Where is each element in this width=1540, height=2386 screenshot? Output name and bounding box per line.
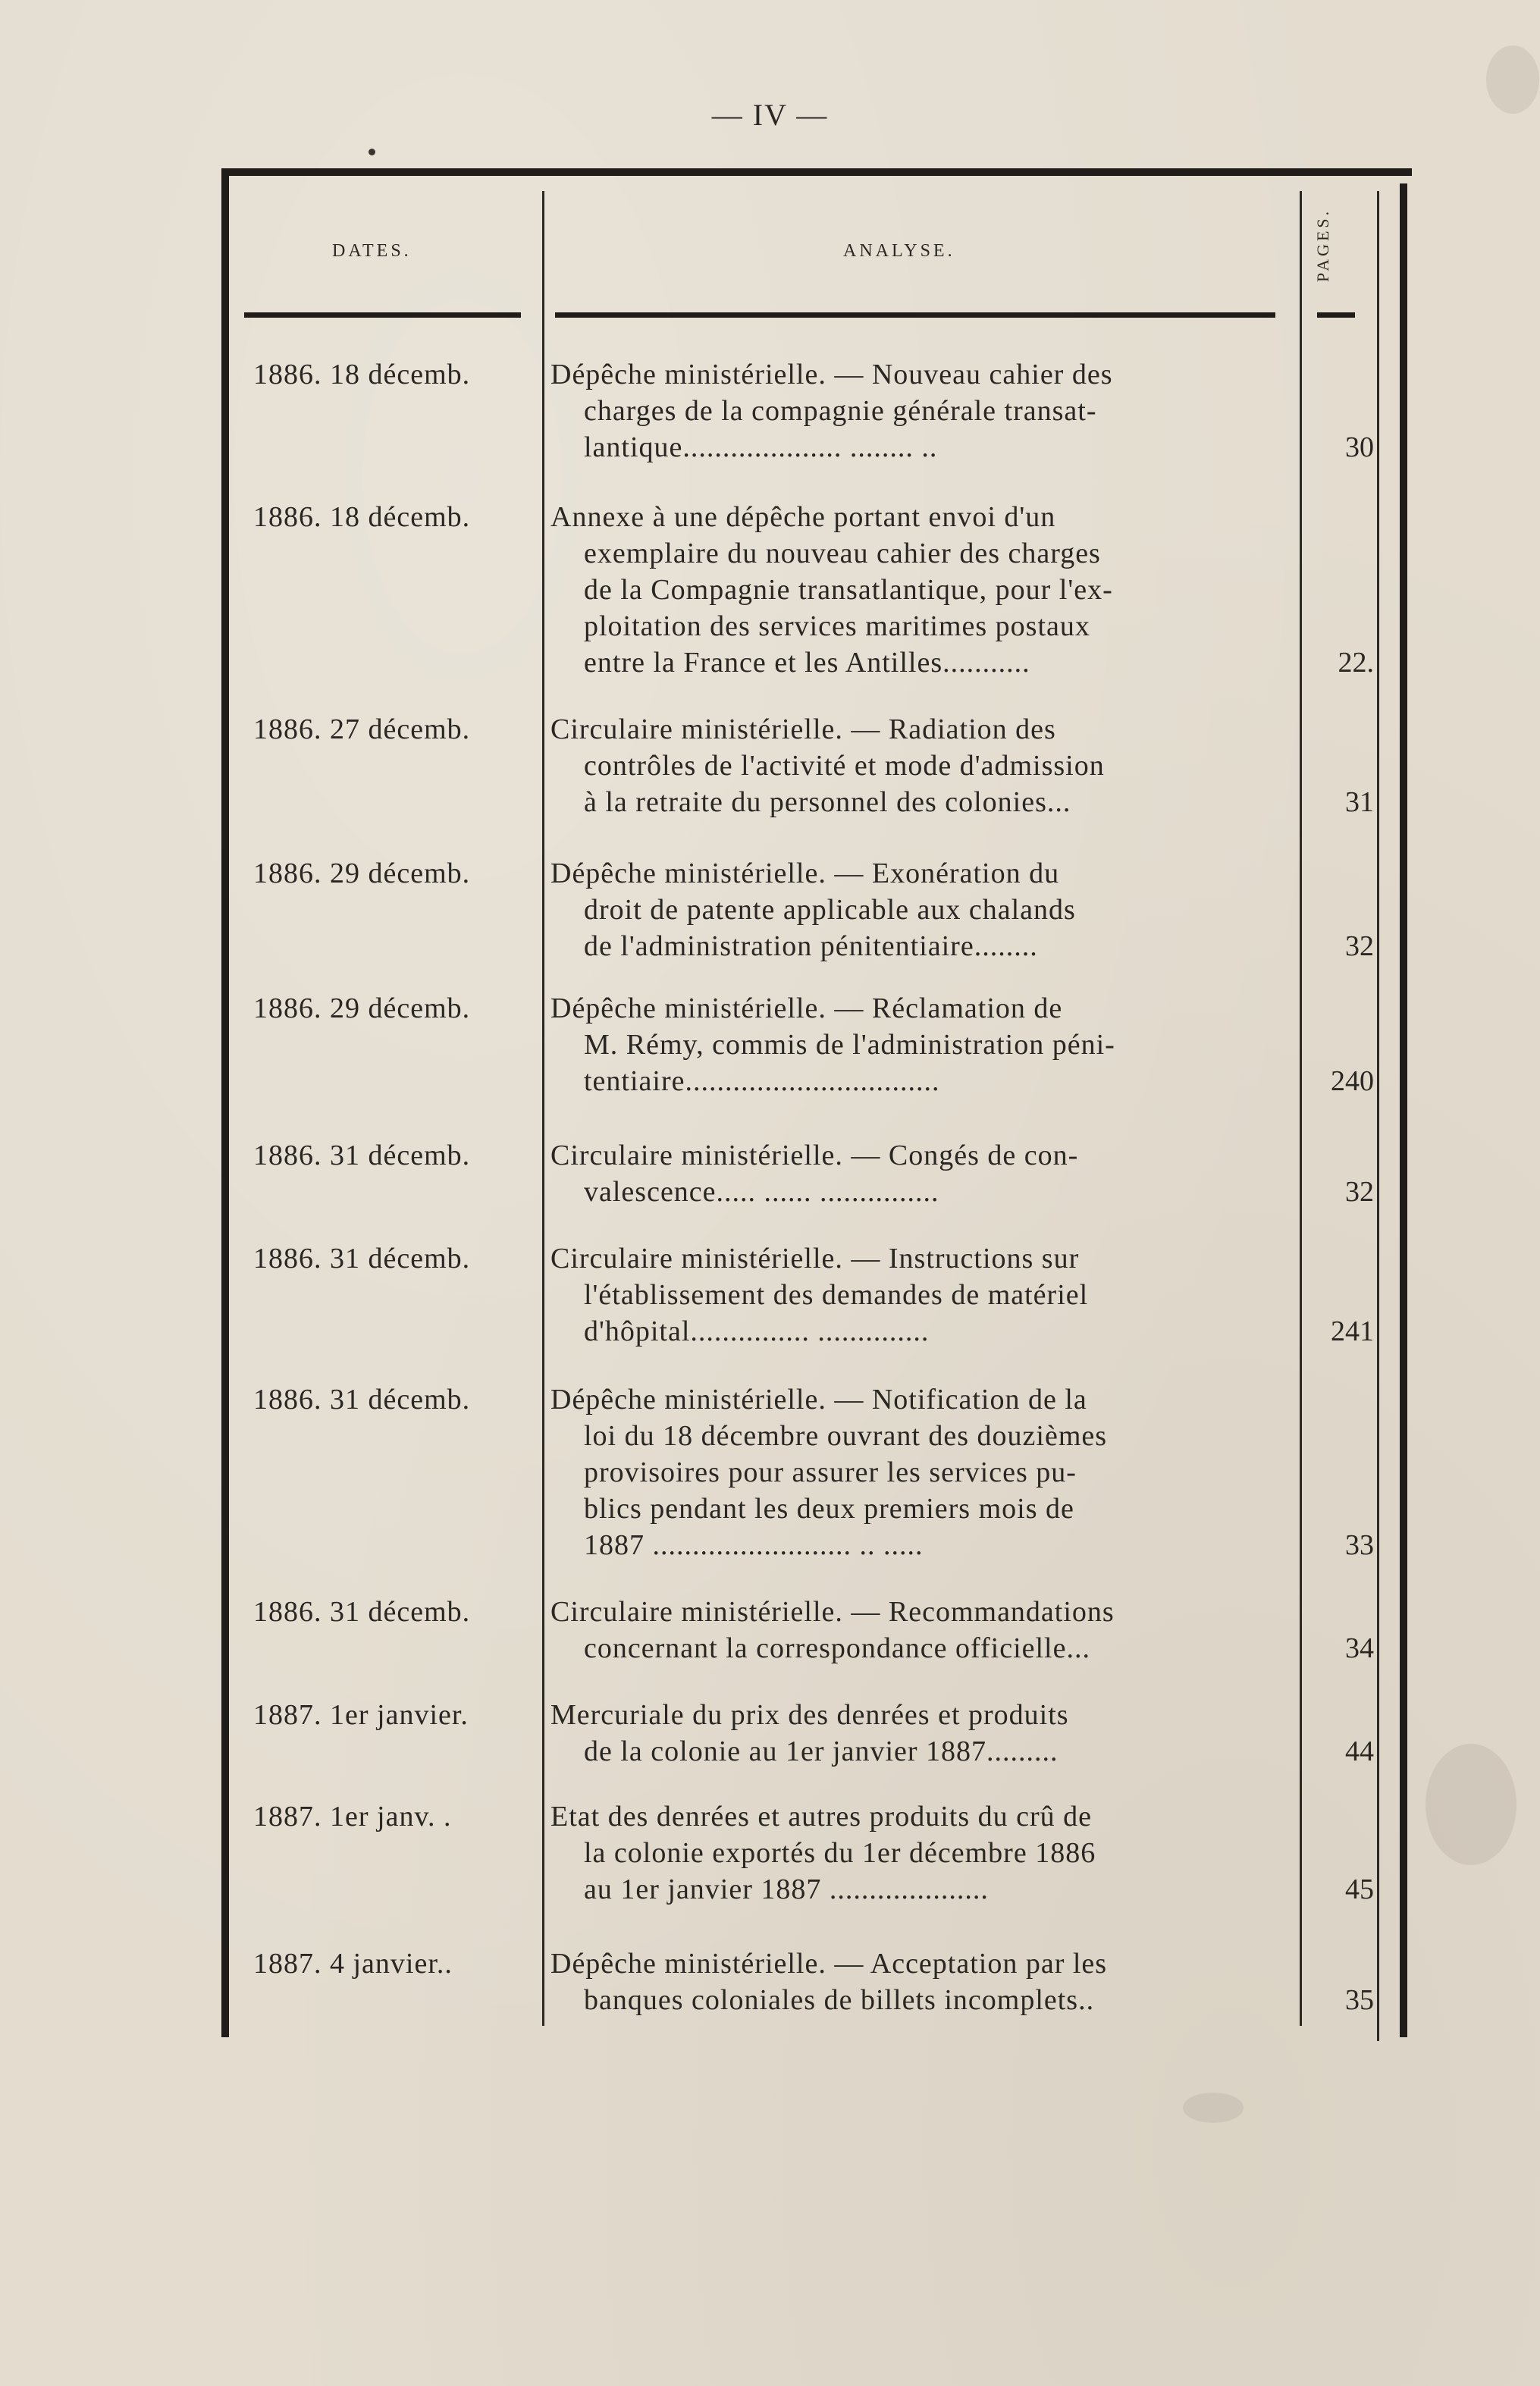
entry-analysis	[550, 1945, 1286, 2018]
entry-page-number: 31	[1345, 786, 1374, 818]
analysis-line: à la retraite du personnel des colonies...	[584, 786, 1071, 818]
analysis-line: Mercuriale du prix des denrées et produits	[550, 1699, 1069, 1731]
entry-page-number: 22.	[1338, 647, 1374, 679]
entry-page-number: 33	[1345, 1529, 1374, 1561]
entry-date: 1886. 31 décemb.	[253, 1140, 471, 1171]
ink-dot	[369, 149, 375, 155]
header-underline-pages	[1317, 312, 1355, 318]
column-divider-dates	[542, 191, 544, 2026]
table-left-rule	[221, 168, 229, 2037]
analysis-line: Circulaire ministérielle. — Congés de con-	[550, 1140, 1079, 1171]
entry-analysis	[550, 356, 1286, 466]
entry-analysis	[550, 711, 1286, 820]
page-number: — IV —	[711, 98, 829, 132]
column-divider-analyse	[1300, 191, 1302, 2026]
header-underline-analyse	[555, 312, 1275, 318]
entry-date: 1886. 29 décemb.	[253, 992, 471, 1024]
paper-stain	[1426, 1744, 1516, 1865]
analysis-line: Dépêche ministérielle. — Réclamation de	[550, 992, 1063, 1024]
entry-date: 1887. 4 janvier..	[253, 1948, 453, 1980]
entry-date: 1886. 31 décemb.	[253, 1243, 471, 1275]
analysis-line: Dépêche ministérielle. — Nouveau cahier des	[550, 359, 1113, 390]
analysis-line: valescence..... ...... ...............	[584, 1176, 939, 1208]
header-pages: PAGES.	[1313, 208, 1332, 282]
analysis-line: droit de patente applicable aux chalands	[584, 894, 1076, 926]
analysis-line: Dépêche ministérielle. — Notification de la	[550, 1384, 1087, 1416]
entry-page-number: 35	[1345, 1984, 1374, 2016]
analysis-line: la colonie exportés du 1er décembre 1886	[584, 1837, 1096, 1869]
analysis-line: exemplaire du nouveau cahier des charges	[584, 538, 1101, 569]
analysis-line: de la Compagnie transatlantique, pour l'ex-	[584, 574, 1113, 606]
analysis-line: ploitation des services maritimes postaux	[584, 610, 1090, 642]
analysis-line: M. Rémy, commis de l'administration péni-	[584, 1029, 1115, 1061]
analysis-line: concernant la correspondance officielle...	[584, 1632, 1090, 1664]
index-table	[221, 168, 1412, 2037]
entry-date: 1887. 1er janv. .	[253, 1801, 452, 1833]
entry-page-number: 241	[1331, 1315, 1374, 1347]
entry-date: 1887. 1er janvier.	[253, 1699, 469, 1731]
analysis-line: de la colonie au 1er janvier 1887.........	[584, 1735, 1059, 1767]
table-right-rule	[1400, 183, 1407, 2037]
header-dates: DATES.	[332, 241, 412, 261]
entry-date: 1886. 31 décemb.	[253, 1384, 471, 1416]
entry-page-number: 32	[1345, 930, 1374, 962]
analysis-line: Etat des denrées et autres produits du crû de	[550, 1801, 1092, 1833]
analysis-line: charges de la compagnie générale transat-	[584, 395, 1097, 427]
entry-page-number: 240	[1331, 1065, 1374, 1097]
analysis-line: contrôles de l'activité et mode d'admission	[584, 750, 1105, 782]
analysis-line: Circulaire ministérielle. — Instructions sur	[550, 1243, 1080, 1275]
analysis-line: provisoires pour assurer les services pu-	[584, 1456, 1077, 1488]
entry-page-number: 30	[1345, 431, 1374, 463]
table-top-rule	[221, 168, 1412, 176]
analysis-line: Dépêche ministérielle. — Exonération du	[550, 858, 1060, 889]
analysis-line: de l'administration pénitentiaire........	[584, 930, 1038, 962]
entry-analysis	[550, 499, 1286, 681]
analysis-line: lantique.................... ........ ..	[584, 431, 938, 463]
entry-date: 1886. 18 décemb.	[253, 359, 471, 390]
entry-date: 1886. 18 décemb.	[253, 501, 471, 533]
analysis-line: banques coloniales de billets incomplets..	[584, 1984, 1095, 2016]
entry-analysis	[550, 1381, 1286, 1563]
entry-page-number: 34	[1345, 1632, 1374, 1664]
analysis-line: loi du 18 décembre ouvrant des douzièmes	[584, 1420, 1108, 1452]
analysis-line: Annexe à une dépêche portant envoi d'un	[550, 501, 1056, 533]
entry-page-number: 45	[1345, 1873, 1374, 1905]
analysis-line: blics pendant les deux premiers mois de	[584, 1493, 1074, 1525]
entry-analysis	[550, 1240, 1286, 1350]
entry-analysis	[550, 1697, 1286, 1770]
header-analyse: ANALYSE.	[843, 241, 955, 261]
analysis-line: l'établissement des demandes de matériel	[584, 1279, 1089, 1311]
entry-page-number: 32	[1345, 1176, 1374, 1208]
analysis-line: au 1er janvier 1887 ....................	[584, 1873, 989, 1905]
analysis-line: 1887 ......................... .. .....	[584, 1529, 924, 1561]
entry-analysis	[550, 1137, 1286, 1210]
paper-stain	[1183, 2093, 1244, 2123]
entry-analysis	[550, 990, 1286, 1099]
entry-date: 1886. 29 décemb.	[253, 858, 471, 889]
entry-date: 1886. 31 décemb.	[253, 1596, 471, 1628]
analysis-line: Circulaire ministérielle. — Radiation des	[550, 713, 1056, 745]
entry-analysis	[550, 1594, 1286, 1666]
column-divider-pages	[1377, 191, 1379, 2041]
header-underline-dates	[244, 312, 521, 318]
analysis-line: Circulaire ministérielle. — Recommandations	[550, 1596, 1115, 1628]
analysis-line: tentiaire................................	[584, 1065, 940, 1097]
entry-analysis	[550, 855, 1286, 964]
analysis-line: d'hôpital............... ..............	[584, 1315, 930, 1347]
analysis-line: entre la France et les Antilles...........	[584, 647, 1030, 679]
entry-page-number: 44	[1345, 1735, 1374, 1767]
entry-analysis	[550, 1798, 1286, 1908]
analysis-line: Dépêche ministérielle. — Acceptation par les	[550, 1948, 1108, 1980]
entry-date: 1886. 27 décemb.	[253, 713, 471, 745]
